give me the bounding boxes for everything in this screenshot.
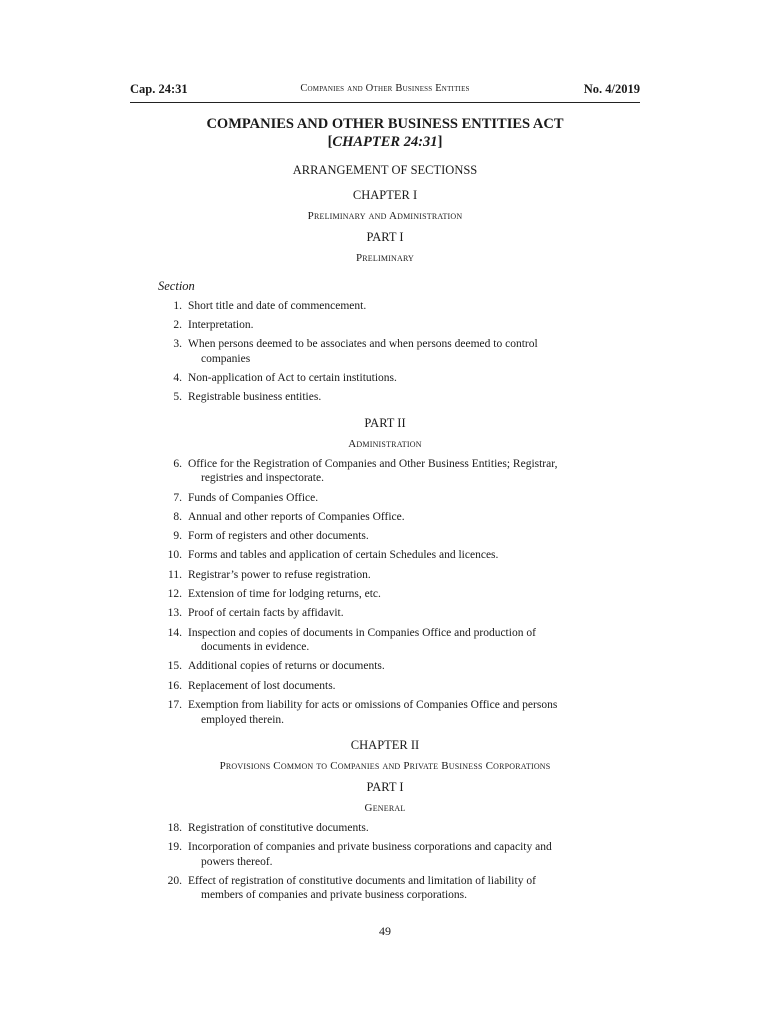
list-item: 8. Annual and other reports of Companies Office. <box>173 510 405 523</box>
list-item: 5. Registrable business entities. <box>173 391 322 404</box>
act-number: No. 4/2019 <box>583 82 640 96</box>
list-item: 12. Extension of time for lodging returns, etc. <box>167 588 381 601</box>
list-item: 2. Interpretation. <box>173 319 254 332</box>
list-item: 14. Inspection and copies of documents in Companies Office and production of documents in evidence. <box>167 626 536 654</box>
chapter-1-title: Preliminary and Administration <box>307 210 463 222</box>
act-title-line2: [CHAPTER 24:31] <box>327 134 443 150</box>
list-item: 3. When persons deemed to be associates and when persons deemed to control companies <box>173 338 538 365</box>
running-title: Companies and Other Business Entities <box>300 83 470 94</box>
chapter-2-part-1-label: PART I <box>366 780 404 795</box>
list-item: 10. Forms and tables and application of certain Schedules and licences. <box>167 549 499 562</box>
section-list-general <box>130 821 640 903</box>
chapter-2-title: Provisions Common to Companies and Private Business Corporations <box>219 760 551 773</box>
list-item: 4. Non-application of Act to certain institutions. <box>173 372 397 385</box>
list-item: 1. Short title and date of commencement. <box>173 299 367 312</box>
chapter-1-part-2-label: PART II <box>364 415 406 430</box>
list-item: 19. Incorporation of companies and private business corporations and capacity and powers thereof. <box>167 841 552 868</box>
running-header <box>130 82 640 103</box>
list-item: 13. Proof of certain facts by affidavit. <box>167 607 344 620</box>
section-list-administration <box>130 457 640 727</box>
list-item: 7. Funds of Companies Office. <box>173 491 319 504</box>
chapter-2-part-1-title: General <box>364 802 406 815</box>
chapter-1-part-1-label: PART I <box>366 230 404 244</box>
list-item: 16. Replacement of lost documents. <box>167 679 336 692</box>
list-item: 18. Registration of constitutive documents. <box>167 821 369 834</box>
chapter-cap: Cap. 24:31 <box>130 82 188 96</box>
section-list-preliminary <box>130 299 640 405</box>
list-item: 6. Office for the Registration of Companies and Other Business Entities; Registrar, registries and inspectorate. <box>173 457 558 485</box>
arrangement-heading: ARRANGEMENT OF SECTIONSS <box>292 163 478 177</box>
chapter-1-part-1-title: Preliminary <box>355 252 415 264</box>
section-label: Section <box>158 279 195 293</box>
document-body <box>130 115 640 903</box>
chapter-1-part-2-title: Administration <box>348 437 422 450</box>
chapter-2-label: CHAPTER II <box>350 738 420 753</box>
page-number: 49 <box>379 924 391 938</box>
list-item: 9. Form of registers and other documents. <box>173 530 369 543</box>
list-item: 20. Effect of registration of constitutive documents and limitation of liability of members of companies and private business corporations. <box>167 874 536 902</box>
chapter-reference: CHAPTER 24:31 <box>332 134 438 150</box>
list-item: 11. Registrar’s power to refuse registration. <box>168 568 371 581</box>
act-title <box>130 115 640 151</box>
act-title-line1: COMPANIES AND OTHER BUSINESS ENTITIES ACT <box>206 116 564 132</box>
list-item: 17. Exemption from liability for acts or omissions of Companies Office and persons employed therein. <box>167 699 558 726</box>
chapter-1-label: CHAPTER I <box>352 188 418 202</box>
list-item: 15. Additional copies of returns or documents. <box>167 660 385 673</box>
